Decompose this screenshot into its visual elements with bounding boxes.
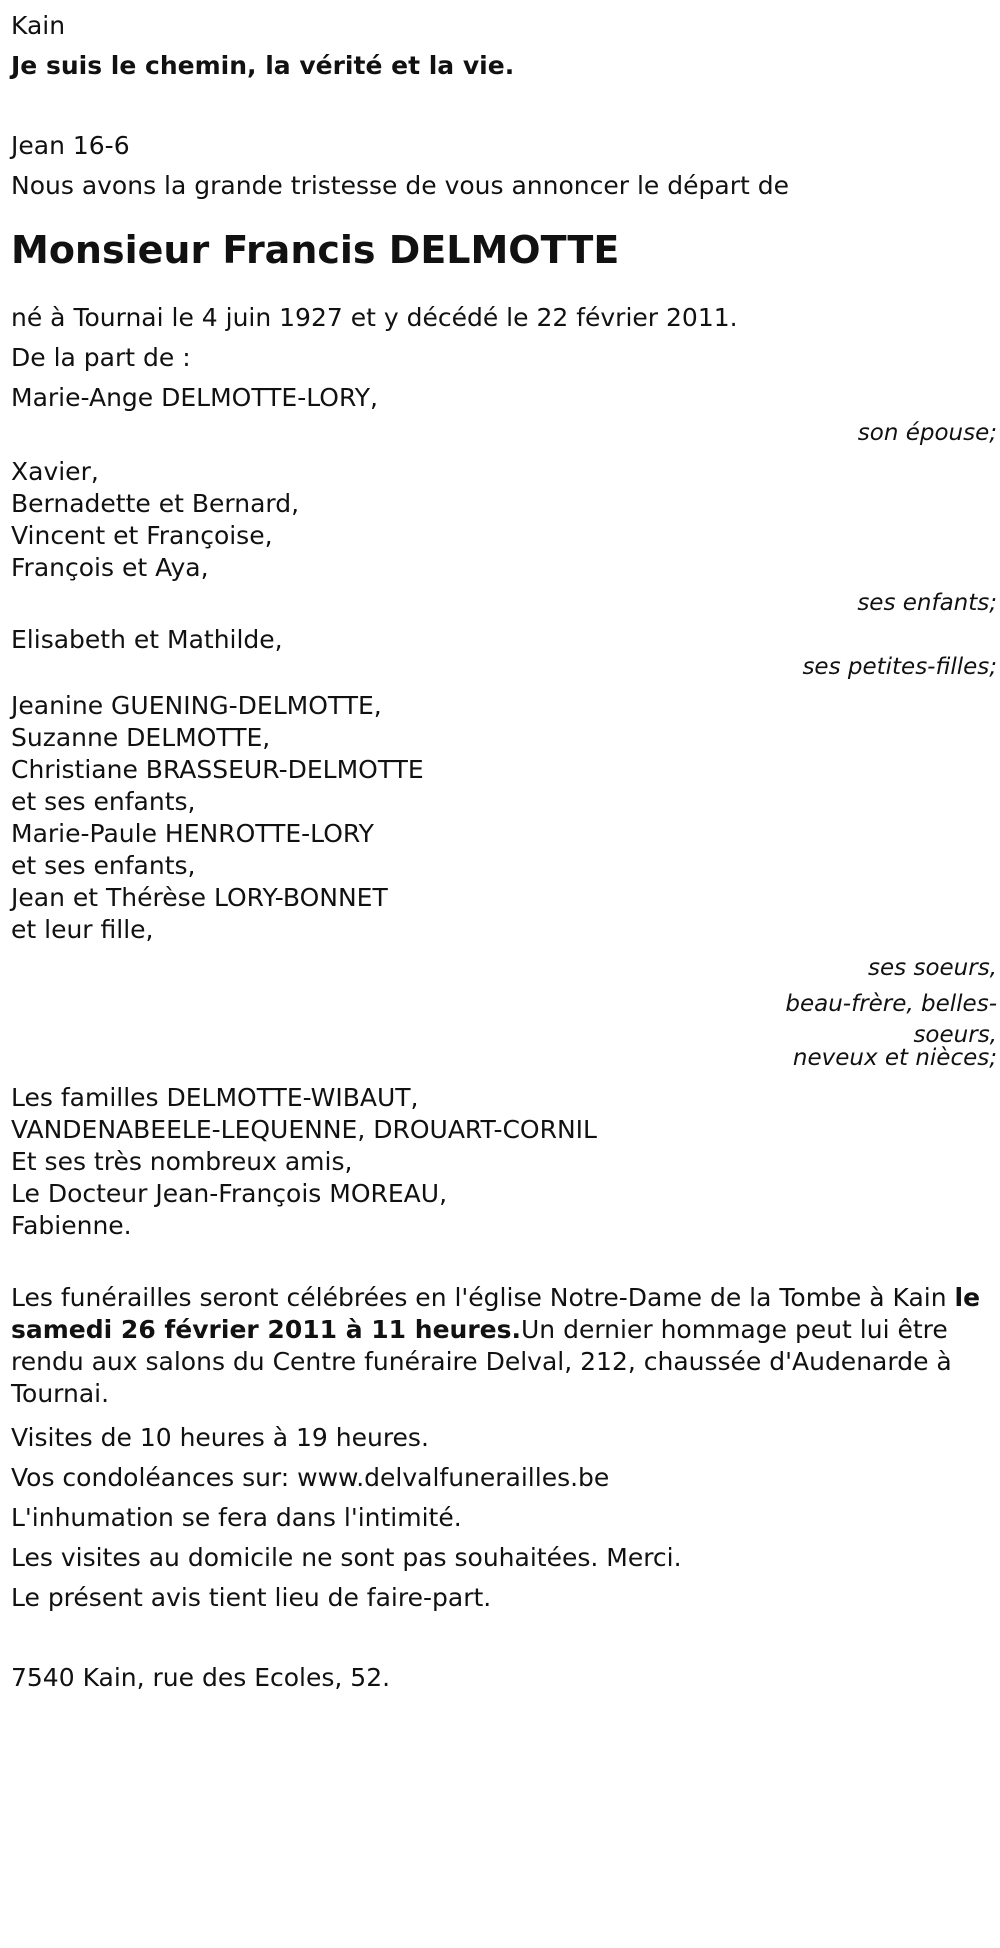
funeral-text-start: Les funérailles seront célébrées en l'église Notre-Dame de la Tombe à Kain <box>11 1283 955 1312</box>
sibling-line: Marie-Paule HENROTTE-LORY <box>11 819 374 848</box>
grandchildren-names: Elisabeth et Mathilde, <box>11 625 283 654</box>
deceased-name: Monsieur Francis DELMOTTE <box>11 228 620 272</box>
notice-note: Le présent avis tient lieu de faire-part. <box>11 1583 492 1612</box>
other-line: Le Docteur Jean-François MOREAU, <box>11 1179 448 1208</box>
obituary-notice <box>11 6 999 1698</box>
visits-text: Visites de 10 heures à 19 heures. <box>11 1423 429 1452</box>
bible-verse: Je suis le chemin, la vérité et la vie. <box>11 51 515 80</box>
sibling-line: Suzanne DELMOTTE, <box>11 723 271 752</box>
others-list <box>11 1082 999 1242</box>
children-list <box>11 456 999 584</box>
other-line: Et ses très nombreux amis, <box>11 1147 353 1176</box>
sibling-line: et ses enfants, <box>11 787 196 816</box>
other-line: Fabienne. <box>11 1211 132 1240</box>
siblings-role: ses soeurs, <box>868 955 997 981</box>
sibling-line: Jean et Thérèse LORY-BONNET <box>11 883 388 912</box>
child-name: Vincent et Françoise, <box>11 521 273 550</box>
siblings-role: neveux et nièces; <box>792 1045 997 1071</box>
child-name: Bernadette et Bernard, <box>11 489 300 518</box>
place-name: Kain <box>11 11 66 40</box>
siblings-list <box>11 690 999 946</box>
sibling-line: et ses enfants, <box>11 851 196 880</box>
sibling-line: et leur fille, <box>11 915 154 944</box>
other-line: VANDENABEELE-LEQUENNE, DROUART-CORNIL <box>11 1115 597 1144</box>
other-line: Les familles DELMOTTE-WIBAUT, <box>11 1083 419 1112</box>
child-name: François et Aya, <box>11 553 209 582</box>
announcement-text: Nous avons la grande tristesse de vous annoncer le départ de <box>11 171 789 200</box>
funeral-paragraph <box>11 1282 996 1410</box>
funeral-text-end: Un dernier hommage peut lui être rendu aux salons du Centre funéraire Delval, 212, chaussée d'Audenarde à Tournai. <box>11 1315 952 1408</box>
sibling-line: Jeanine GUENING-DELMOTTE, <box>11 691 382 720</box>
children-role: ses enfants; <box>857 590 997 616</box>
home-visits-text: Les visites au domicile ne sont pas souhaitées. Merci. <box>11 1543 682 1572</box>
spouse-role: son épouse; <box>857 420 997 446</box>
verse-reference: Jean 16-6 <box>11 131 130 160</box>
address-text: 7540 Kain, rue des Ecoles, 52. <box>11 1663 391 1692</box>
grandchildren-role: ses petites-filles; <box>802 654 997 680</box>
spouse-name: Marie-Ange DELMOTTE-LORY, <box>11 383 378 412</box>
condolences-text: Vos condoléances sur: www.delvalfunerailles.be <box>11 1463 610 1492</box>
funeral-date: le samedi 26 février 2011 à 11 heures. <box>11 1283 981 1344</box>
child-name: Xavier, <box>11 457 99 486</box>
sibling-line: Christiane BRASSEUR-DELMOTTE <box>11 755 424 784</box>
siblings-role: beau-frère, belles- <box>785 991 997 1017</box>
birth-death-text: né à Tournai le 4 juin 1927 et y décédé le 22 février 2011. <box>11 303 738 332</box>
burial-text: L'inhumation se fera dans l'intimité. <box>11 1503 462 1532</box>
from-label: De la part de : <box>11 343 191 372</box>
siblings-role: soeurs, <box>913 1022 997 1048</box>
